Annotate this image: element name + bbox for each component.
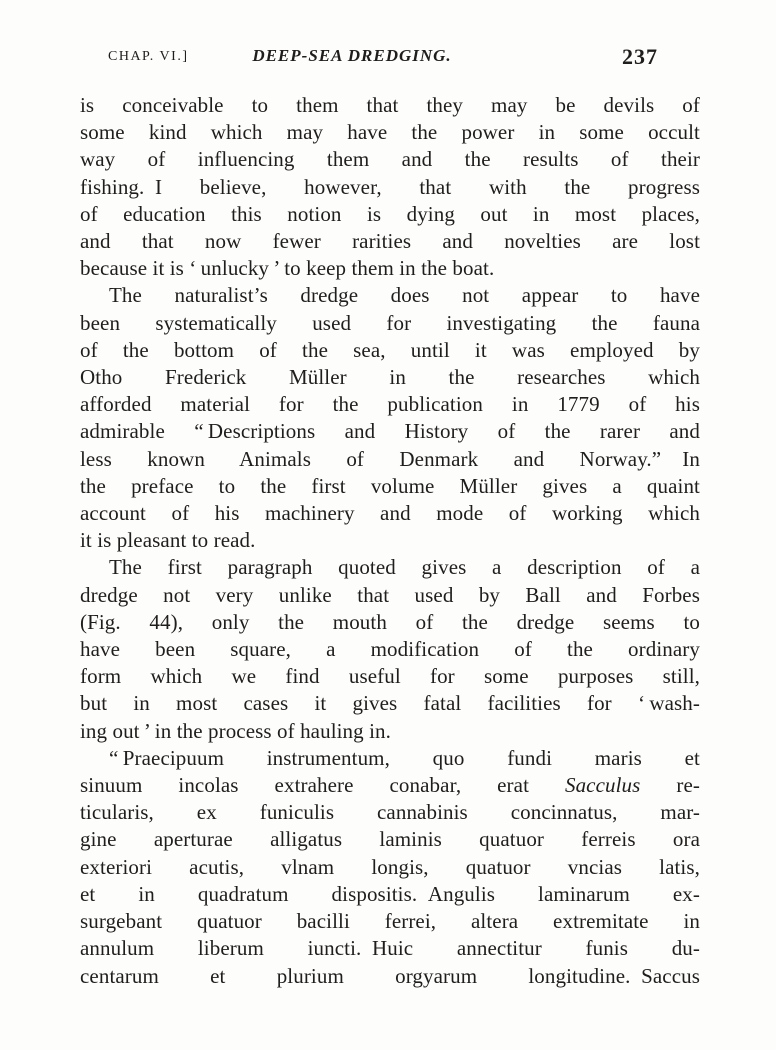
- text-line: [80, 146, 700, 173]
- text-segment: ticularis, ex funiculis cannabinis concinnatus, mar-: [80, 800, 700, 825]
- text-segment: it is pleasant to read.: [80, 528, 256, 553]
- text-line: [80, 582, 700, 609]
- text-segment: admirable “ Descriptions and History of the rarer and: [80, 419, 700, 444]
- text-segment: is conceivable to them that they may be devils of: [80, 93, 700, 117]
- text-segment: of the bottom of the sea, until it was employed by: [80, 337, 700, 362]
- text-segment: fishing. I believe, however, that with the progress: [80, 174, 700, 199]
- text-segment: centarum et plurium orgyarum longitudine. Saccus: [80, 963, 700, 988]
- text-segment: been systematically used for investigating the fauna: [80, 310, 700, 335]
- text-line: [80, 310, 700, 337]
- text-line: [80, 282, 700, 309]
- paragraph: [80, 745, 700, 990]
- text-line: [80, 826, 700, 853]
- text-segment: (Fig. 44), only the mouth of the dredge seems to: [80, 609, 700, 634]
- text-line: [80, 935, 700, 962]
- text-line: [80, 527, 700, 554]
- text-line: [80, 473, 700, 500]
- text-line: [80, 201, 700, 228]
- text-segment: some kind which may have the power in some occult: [80, 120, 700, 145]
- text-segment: but in most cases it gives fatal facilities for ‘ wash-: [80, 691, 700, 716]
- text-line: [80, 554, 700, 581]
- text-line: [80, 908, 700, 935]
- text-segment: annulum liberum iuncti. Huic annectitur funis du-: [80, 936, 700, 961]
- italic-text: Sacculus: [564, 773, 641, 798]
- text-segment: The naturalist’s dredge does not appear to have: [109, 283, 700, 308]
- text-block: [80, 92, 700, 990]
- text-line: [80, 446, 700, 473]
- text-line: [80, 228, 700, 255]
- text-segment: afforded material for the publication in 1779 of his: [80, 392, 700, 417]
- paragraph: [80, 92, 700, 282]
- running-head: [80, 44, 700, 70]
- text-segment: form which we find useful for some purposes still,: [80, 664, 700, 689]
- text-segment: gine aperturae alligatus laminis quatuor ferreis ora: [80, 827, 700, 852]
- text-segment: re-: [640, 773, 700, 798]
- text-segment: the preface to the first volume Müller gives a quaint: [80, 473, 700, 498]
- text-line: [80, 255, 700, 282]
- text-line: [80, 391, 700, 418]
- text-segment: The first paragraph quoted gives a description of a: [109, 555, 700, 580]
- text-segment: account of his machinery and mode of working which: [80, 501, 700, 526]
- text-line: [80, 663, 700, 690]
- text-line: [80, 337, 700, 364]
- text-segment: sinuum incolas extrahere conabar, erat: [80, 773, 565, 798]
- text-segment: “ Praecipuum instrumentum, quo fundi maris et: [109, 745, 700, 770]
- text-segment: ing out ’ in the process of hauling in.: [80, 718, 391, 743]
- text-segment: of education this notion is dying out in most places,: [80, 201, 700, 226]
- text-line: [80, 92, 700, 119]
- text-line: [80, 609, 700, 636]
- text-line: [80, 799, 700, 826]
- text-line: [80, 174, 700, 201]
- text-segment: have been square, a modification of the ordinary: [80, 637, 700, 662]
- text-line: [80, 119, 700, 146]
- text-segment: et in quadratum dispositis. Angulis laminarum ex-: [80, 881, 700, 906]
- text-segment: Otho Frederick Müller in the researches which: [80, 365, 700, 390]
- text-line: [80, 636, 700, 663]
- text-line: [80, 718, 700, 745]
- text-segment: surgebant quatuor bacilli ferrei, altera extremitate in: [80, 909, 700, 934]
- text-segment: way of influencing them and the results of their: [80, 147, 700, 172]
- chapter-label: CHAP. VI.]: [108, 49, 189, 64]
- text-line: [80, 854, 700, 881]
- text-line: [80, 745, 700, 772]
- paragraph: [80, 282, 700, 554]
- text-segment: exteriori acutis, vlnam longis, quatuor vncias latis,: [80, 854, 700, 879]
- page-title: DEEP-SEA DREDGING.: [252, 46, 452, 65]
- text-segment: and that now fewer rarities and novelties are lost: [80, 229, 700, 254]
- text-segment: less known Animals of Denmark and Norway.” In: [80, 446, 700, 471]
- text-segment: because it is ‘ unlucky ’ to keep them in the boat.: [80, 256, 495, 281]
- text-line: [80, 500, 700, 527]
- text-line: [80, 690, 700, 717]
- text-line: [80, 418, 700, 445]
- text-line: [80, 772, 700, 799]
- text-segment: dredge not very unlike that used by Ball and Forbes: [80, 582, 700, 607]
- paragraph: [80, 554, 700, 744]
- text-line: [80, 364, 700, 391]
- text-line: [80, 963, 700, 990]
- page-number: 237: [622, 44, 658, 69]
- text-line: [80, 881, 700, 908]
